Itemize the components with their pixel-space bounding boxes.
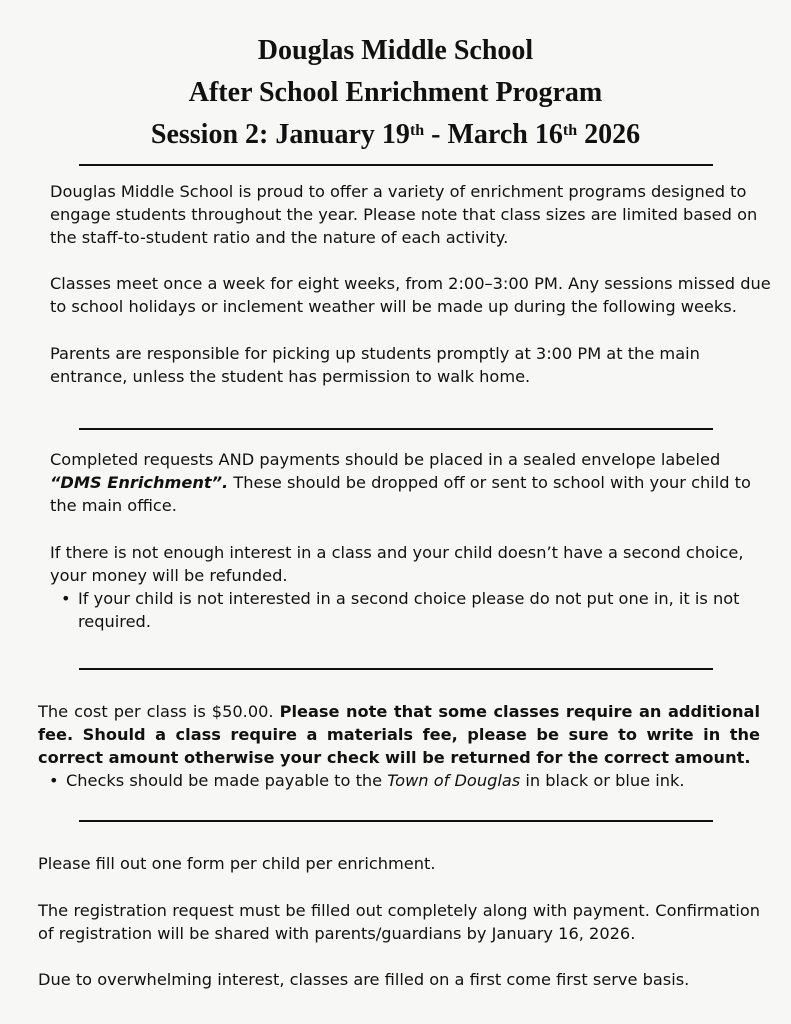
- divider: [79, 164, 713, 166]
- submission-paragraph: Completed requests AND payments should be placed in a sealed envelope labeled “DMS Enrichment”. These should be dropped off or sent to school with your child to the main office.: [50, 450, 751, 515]
- pickup-paragraph: Parents are responsible for picking up students promptly at 3:00 PM at the main entrance, unless the student has permission to walk home.: [50, 344, 700, 386]
- refund-paragraph: If there is not enough interest in a class and your child doesn’t have a second choice, your money will be refunded. • If your child is not interested in a second choice please do not put one in, it is not required.: [50, 541, 772, 633]
- divider: [79, 428, 713, 430]
- divider: [79, 668, 713, 670]
- registration-paragraph: The registration request must be filled out completely along with payment. Confirmation of registration will be shared with parents/guardians by January 16, 2026.: [38, 901, 760, 943]
- list-item: • Checks should be made payable to the Town of Douglas in black or blue ink.: [38, 769, 760, 792]
- cost-paragraph: The cost per class is $50.00. Please note that some classes require an additional fee. Should a class require a materials fee, please be sure to write in the correct amount otherwise your check will be returned for the correct amount. • Checks should be made payable to the Town of Douglas in black or blue ink.: [38, 700, 760, 792]
- form-instructions: Please fill out one form per child per enrichment.: [38, 854, 436, 873]
- fee-notice: Please note that some classes require an additional fee. Should a class require a materials fee, please be sure to write in the correct amount otherwise your check will be returned for the correct amount.: [38, 702, 760, 767]
- schedule-paragraph: Classes meet once a week for eight weeks, from 2:00–3:00 PM. Any sessions missed due to school holidays or inclement weather will be made up during the following weeks.: [50, 274, 771, 316]
- intro-paragraph: Douglas Middle School is proud to offer a variety of enrichment programs designed to engage students throughout the year. Please note that class sizes are limited based on the staff-to-student ratio and the nature of each activity.: [50, 182, 758, 247]
- document-title: [0, 30, 791, 156]
- session-dates: Session 2: January 19th - March 16th 2026: [150, 119, 641, 150]
- divider: [79, 820, 713, 822]
- envelope-label: “DMS Enrichment”.: [50, 473, 229, 492]
- list-item: • If your child is not interested in a second choice please do not put one in, it is not required.: [50, 587, 772, 633]
- school-name: Douglas Middle School: [257, 35, 534, 66]
- first-come-paragraph: Due to overwhelming interest, classes are filled on a first come first serve basis.: [38, 970, 690, 989]
- program-name: After School Enrichment Program: [188, 77, 603, 108]
